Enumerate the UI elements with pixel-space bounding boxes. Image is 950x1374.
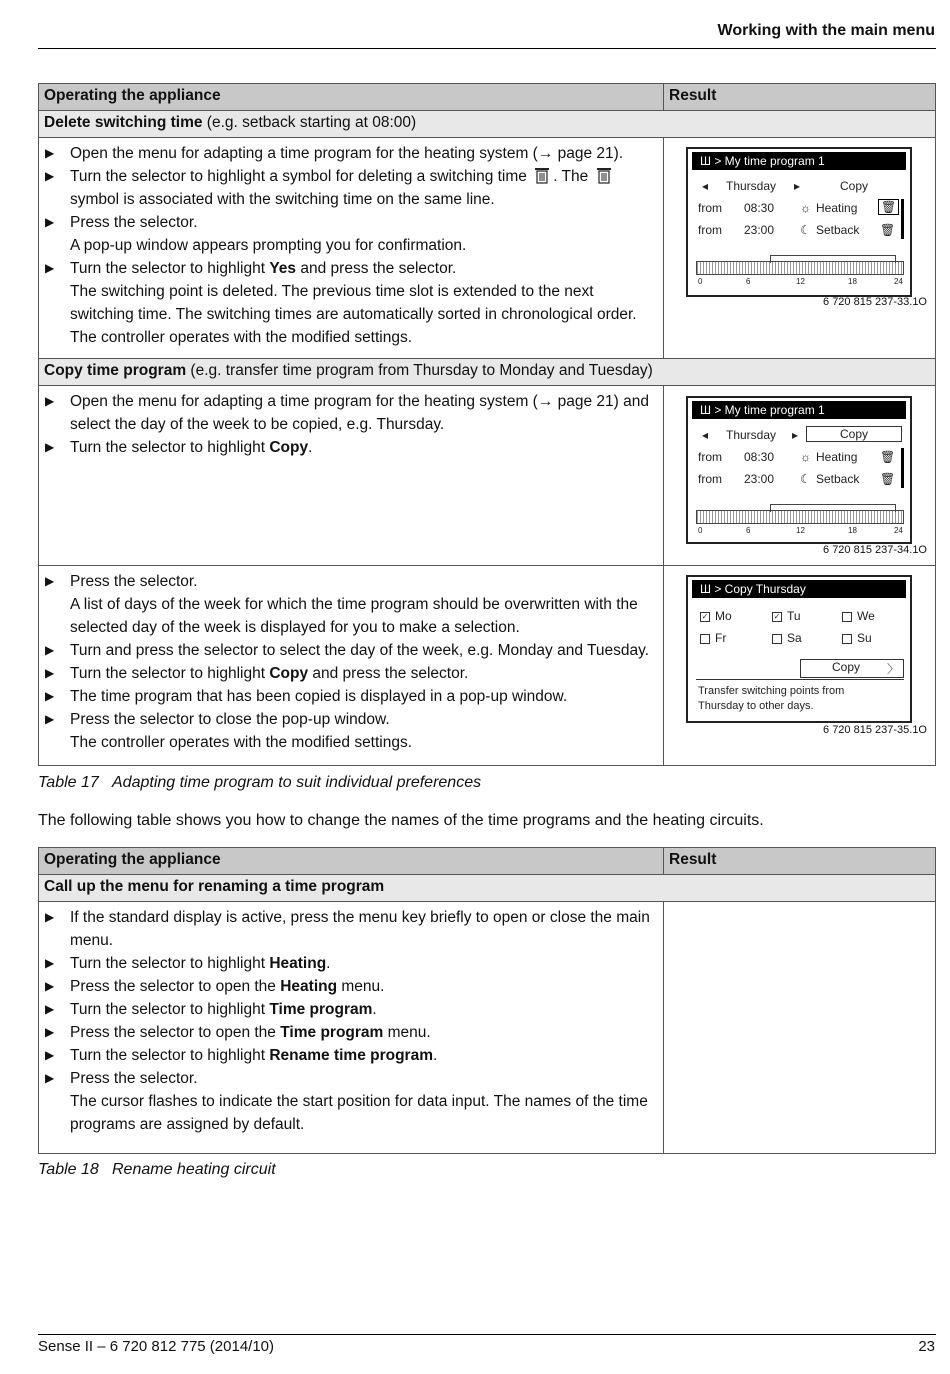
copy-result-cell [664,386,936,566]
list-item: ▶ Press the selector. The cursor flashes to indicate the start position for data input. The names of the time programs are assigned by default. [39,1067,659,1136]
bullet-icon: ▶ [45,1048,55,1062]
list-item: ▶ Turn the selector to highlight Heating. [39,952,659,975]
sun-icon: ☼ [800,450,811,464]
checkbox-icon [842,634,852,644]
timeline-bar [696,510,904,524]
bullet-icon: ▶ [45,440,55,454]
bullet-icon: ▶ [45,574,55,588]
bullet-icon: ▶ [45,956,55,970]
footer-doc-id: Sense II – 6 720 812 775 (2014/10) [38,1338,275,1355]
bullet-icon: ▶ [45,910,55,924]
sun-icon: ☼ [800,201,811,215]
screen-title: Ш > My time program 1 [692,152,906,170]
col-header-operating: Operating the appliance [39,84,664,111]
bullet-icon: ▶ [45,1002,55,1016]
checkbox-icon [842,612,852,622]
page-number: 23 [918,1338,935,1355]
figure-id: 6 720 815 237-34.1O [823,544,927,556]
bin-icon [534,166,550,184]
screen-day: Thursday [726,179,777,193]
table-17-caption: Table 17 Adapting time program to suit individual preferences [38,774,482,791]
bullet-icon: ▶ [45,1025,55,1039]
table-18 [38,847,936,1154]
list-item: ▶ Turn the selector to highlight Rename time program. [39,1044,659,1067]
screen-copy-button: Copy 〉 [800,659,904,678]
section-copy-time-program: Copy time program (e.g. transfer time program from Thursday to Monday and Tuesday) [39,359,936,386]
timeline-bar [696,261,904,275]
list-item: ▶ Press the selector. A list of days of the week for which the time program should be overwritten with the selected day of the week is displayed for you to make a selection. [39,570,659,639]
bin-icon: 🗑 [880,472,896,486]
delete-result-cell [664,138,936,359]
checkbox-icon [700,634,710,644]
moon-icon: ☾ [800,472,811,486]
bullet-icon: ▶ [45,1071,55,1085]
bullet-icon: ▶ [45,643,55,657]
bin-icon [596,166,612,184]
bin-icon: 🗑 [878,199,899,215]
bin-icon: 🗑 [880,223,896,237]
table-18-caption: Table 18 Rename heating circuit [38,1161,276,1178]
display-screenshot-copy-days: Ш > Copy Thursday ✓ Mo ✓ Tu We Fr Sa Su Copy 〉 Transfer switching points from Thursday to other days. [686,575,912,723]
bullet-icon: ▶ [45,394,55,408]
bin-icon: 🗑 [880,450,896,464]
screen-title: Ш > My time program 1 [692,401,906,419]
list-item: ▶ Open the menu for adapting a time program for the heating system (→ page 21) and select the day of the week to be copied, e.g. Thursday. [39,390,659,436]
section-rename-time-program: Call up the menu for renaming a time program [39,875,936,902]
list-item: ▶ Turn the selector to highlight Copy and press the selector. [39,662,659,685]
bullet-icon: ▶ [45,169,55,183]
rename-result-cell [664,902,936,1154]
list-item: ▶ Press the selector. A pop-up window appears prompting you for confirmation. [39,211,659,257]
bullet-icon: ▶ [45,689,55,703]
copy2-result-cell [664,566,936,766]
figure-id: 6 720 815 237-33.1O [823,296,927,308]
screen-day: Thursday [726,428,777,442]
copy-steps-cell [39,386,664,566]
checkbox-checked-icon: ✓ [701,611,709,621]
delete-steps-cell [39,138,664,359]
list-item: ▶ The time program that has been copied is displayed in a pop-up window. [39,685,659,708]
figure-id: 6 720 815 237-35.1O [823,724,927,736]
screen-copy: Copy [840,179,869,193]
checkbox-checked-icon: ✓ [773,611,781,621]
bullet-icon: ▶ [45,261,55,275]
bullet-icon: ▶ [45,146,55,160]
display-screenshot-copy: Ш > My time program 1 ◂ Thursday ▸ Copy from 08:30 ☼ Heating 🗑 from 23:00 ☾ Setback 🗑 0 6 12 18 24 [686,396,912,544]
col-header-result: Result [664,848,936,875]
list-item: ▶ Turn the selector to highlight Copy. [39,436,659,459]
screen-copy: Copy [806,426,902,442]
list-item: ▶ Turn the selector to highlight Time program. [39,998,659,1021]
copy2-steps-cell [39,566,664,766]
running-header: Working with the main menu [717,22,935,39]
section-delete-switching-time: Delete switching time (e.g. setback starting at 08:00) [39,111,936,138]
bullet-icon: ▶ [45,666,55,680]
list-item: ▶ Turn and press the selector to select the day of the week, e.g. Monday and Tuesday. [39,639,659,662]
checkbox-icon [772,634,782,644]
list-item: ▶ Turn the selector to highlight a symbol for deleting a switching time . The symbol is associated with the switching time on the same line. [39,165,659,211]
list-item: ▶ Open the menu for adapting a time program for the heating system (→ page 21). [39,142,659,165]
header-rule [38,48,936,49]
col-header-result: Result [664,84,936,111]
list-item: ▶ Press the selector to open the Heating menu. [39,975,659,998]
bullet-icon: ▶ [45,215,55,229]
footer-rule [38,1334,936,1335]
screen-title: Ш > Copy Thursday [692,580,906,598]
list-item: ▶ Turn the selector to highlight Yes and press the selector. The switching point is deleted. The previous time slot is extended to the next switching time. The switching times are automatically sorted in chronological order. The controller operates with the modified settings. [39,257,659,349]
list-item: ▶ If the standard display is active, press the menu key briefly to open or close the main menu. [39,906,659,952]
moon-icon: ☾ [800,223,811,237]
col-header-operating: Operating the appliance [39,848,664,875]
bullet-icon: ▶ [45,979,55,993]
rename-steps-cell [39,902,664,1154]
list-item: ▶ Press the selector to close the pop-up window. The controller operates with the modified settings. [39,708,659,754]
table-17 [38,83,936,766]
list-item: ▶ Press the selector to open the Time program menu. [39,1021,659,1044]
body-paragraph: The following table shows you how to change the names of the time programs and the heating circuits. [38,812,764,829]
display-screenshot-delete: Ш > My time program 1 ◂ Thursday ▸ Copy from 08:30 ☼ Heating 🗑 from 23:00 ☾ Setback 🗑 0 6 12 18 24 [686,147,912,297]
bullet-icon: ▶ [45,712,55,726]
